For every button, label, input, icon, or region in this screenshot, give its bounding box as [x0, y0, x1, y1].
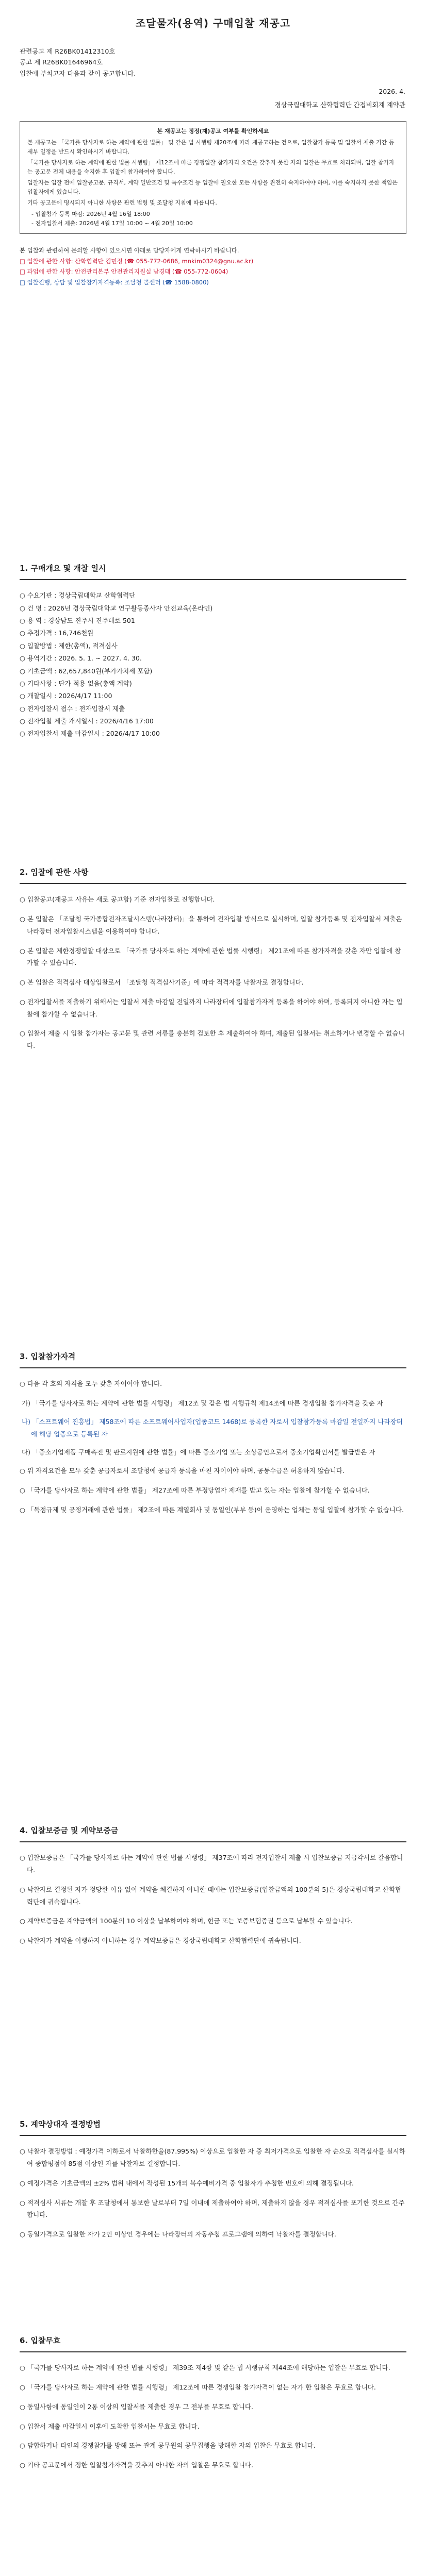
warning-notice-box [20, 121, 406, 234]
paragraph-highlighted: 나) 「소프트웨어 진흥법」 제58조에 따른 소프트웨어사업자(업종코드 1468)로 등록한 자로서 입찰참가등록 마감일 전일까지 나라장터에 해당 업종으로 등록된 자 [22, 1417, 403, 1438]
list-item: ○ 수요기관 : 경상국립대학교 산학협력단 [20, 591, 136, 600]
notice-meta [0, 32, 426, 79]
paragraph: ○ 동일사항에 동일인이 2통 이상의 입찰서를 제출한 경우 그 전부를 무효로 합니다. [20, 2402, 253, 2411]
paragraph: ○ 위 자격요건을 모두 갖춘 공급자로서 조달청에 공급자 등록을 마친 자이어야 하며, 공동수급은 허용하지 않습니다. [20, 1467, 345, 1475]
section-title: 4. 입찰보증금 및 계약보증금 [20, 1824, 406, 1842]
section-bid-matters [20, 866, 406, 1059]
paragraph: ○ 낙찰자로 결정된 자가 정당한 이유 없이 계약을 체결하지 아니한 때에는 입찰보증금(입찰금액의 100분의 5)은 경상국립대학교 산학협력단에 귀속됩니다. [20, 1885, 401, 1906]
contact-line-callcenter: □ 입찰진행, 상담 및 입찰참가자격등록: 조달청 콜센터 (☎ 1588-0800) [20, 278, 209, 286]
paragraph: ○ 기타 공고문에서 정한 입찰참가자격을 갖추지 아니한 자의 입찰은 무효로 합니다. [20, 2461, 254, 2469]
paragraph: ○ 「국가를 당사자로 하는 계약에 관한 법률 시행령」 제39조 제4항 및 같은 법 시행규칙 제44조에 해당하는 입찰은 무효로 합니다. [20, 2364, 390, 2372]
paragraph: ○ 본 입찰은 적격심사 대상입찰로서 「조달청 적격심사기준」에 따라 적격자를 낙찰자로 결정합니다. [20, 978, 304, 986]
list-item: ○ 용 역 : 경상남도 진주시 진주대로 501 [20, 617, 135, 624]
notice-organization: 경상국립대학교 산학협력단 간접비회계 계약관 [274, 100, 405, 109]
section-deposits [20, 1824, 406, 1954]
section-title: 2. 입찰에 관한 사항 [20, 866, 406, 884]
notice-intro: 입찰에 부치고자 다음과 같이 공고합니다. [20, 69, 136, 77]
paragraph: ○ 입찰보증금은 「국가를 당사자로 하는 계약에 관한 법률 시행령」 제37조에 따라 전자입찰서 제출 시 입찰보증금 지급각서로 갈음합니다. [20, 1854, 403, 1874]
contact-line-task: □ 과업에 관한 사항: 안전관리본부 안전관리지원실 남경태 (☎ 055-772-0604) [20, 268, 228, 276]
paragraph: ○ 「독점규제 및 공정거래에 관한 법률」 제2조에 따른 계열회사 및 동일인(부부 등)이 운영하는 업체는 동일 입찰에 참가할 수 없습니다. [20, 1505, 404, 1514]
paragraph: ○ 본 입찰은 제한경쟁입찰 대상으로 「국가를 당사자로 하는 계약에 관한 법률 시행령」 제21조에 따른 참가자격을 갖춘 자만 입찰에 참가할 수 있습니다. [20, 946, 401, 967]
paragraph: ○ 낙찰자가 계약을 이행하지 아니하는 경우 계약보증금은 경상국립대학교 산학협력단에 귀속됩니다. [20, 1937, 301, 1944]
contact-intro: 본 입찰과 관련하여 문의할 사항이 있으시면 아래로 담당자에게 연락하시기 바랍니다. [20, 246, 239, 254]
notice-schedule-item: - 전자입찰서 제출: 2026년 4월 17일 10:00 ~ 4월 20일 10:00 [31, 219, 193, 227]
list-item: ○ 추정가격 : 16,746천원 [20, 629, 94, 637]
paragraph: 가) 「국가를 당사자로 하는 계약에 관한 법률 시행령」 제12조 및 같은 법 시행규칙 제14조에 따른 경쟁입찰 참가자격을 갖춘 자 [22, 1399, 383, 1407]
contact-line-bid: □ 입찰에 관한 사항: 산학협력단 김민정 (☎ 055-772-0686, mnkim0324@gnu.ac.kr) [20, 257, 254, 265]
notice-schedule-item: - 입찰참가 등록 마감: 2026년 4월 16일 18:00 [31, 210, 150, 217]
paragraph: ○ 「국가를 당사자로 하는 계약에 관한 법률 시행령」 제12조에 따른 경쟁입찰 참가자격이 없는 자가 한 입찰은 무효로 합니다. [20, 2383, 376, 2391]
paragraph: ○ 다음 각 호의 자격을 모두 갖춘 자이어야 합니다. [20, 1380, 162, 1388]
section-award-method [20, 2117, 406, 2248]
list-item: ○ 개찰일시 : 2026/4/17 11:00 [20, 692, 112, 700]
section-title: 3. 입찰참가자격 [20, 1350, 406, 1368]
section-title: 6. 입찰무효 [20, 2334, 406, 2352]
section-qualification [20, 1350, 406, 1523]
notice-date: 2026. 4. [379, 87, 405, 95]
notice-schedule-list [27, 210, 399, 228]
paragraph: ○ 예정가격은 기초금액의 ±2% 범위 내에서 작성된 15개의 복수예비가격 중 입찰자가 추첨한 번호에 의해 결정됩니다. [20, 2179, 354, 2187]
paragraph: ○ 동일가격으로 입찰한 자가 2인 이상인 경우에는 나라장터의 자동추첨 프로그램에 의하여 낙찰자를 결정합니다. [20, 2230, 336, 2238]
list-item: ○ 용역기간 : 2026. 5. 1. ~ 2027. 4. 30. [20, 654, 142, 663]
paragraph: ○ 본 입찰은 「조달청 국가종합전자조달시스템(나라장터)」을 통하여 전자입찰 방식으로 실시하며, 입찰 참가등록 및 전자입찰서 제출은 나라장터 전자입찰시스템을 이용하여야 합니다. [20, 915, 402, 935]
list-item: ○ 건 명 : 2026년 경상국립대학교 연구활동종사자 안전교육(온라인) [20, 604, 213, 612]
paragraph: 다) 「중소기업제품 구매촉진 및 판로지원에 관한 법률」에 따른 중소기업 또는 소상공인으로서 중소기업확인서를 발급받은 자 [22, 1448, 375, 1456]
list-item: ○ 전자입찰 제출 개시일시 : 2026/4/16 17:00 [20, 717, 154, 725]
notice-number: 공고 제 R26BK01646964호 [20, 58, 103, 66]
page-title: 조달물자(용역) 구매입찰 재공고 [135, 17, 291, 29]
paragraph: ○ 입찰서 제출 시 입찰 참가자는 공고문 및 관련 서류를 충분히 검토한 후 제출하여야 하며, 제출된 입찰서는 취소하거나 변경할 수 없습니다. [20, 1029, 405, 1049]
notice-paragraph: 「국가를 당사자로 하는 계약에 관한 법률 시행령」 제12조에 따른 경쟁입찰 참가자격 요건을 갖추지 못한 자의 입찰은 무효로 처리되며, 입찰 참가자는 공고문 전체 내용을 숙지한 후 입찰에 참가하여야 합니다. [27, 159, 395, 176]
section-invalid-bids [20, 2334, 406, 2479]
list-item: ○ 입찰방법 : 제한(총액), 적격심사 [20, 641, 118, 650]
paragraph: ○ 입찰서 제출 마감일시 이후에 도착한 입찰서는 무효로 합니다. [20, 2422, 200, 2430]
related-notice-number: 관련공고 제 R26BK01412310호 [20, 47, 116, 55]
contact-info [20, 245, 406, 288]
notice-paragraph: 본 재공고는 「국가를 당사자로 하는 계약에 관한 법률」 및 같은 법 시행령 제20조에 따라 재공고하는 건으로, 입찰참가 등록 및 입찰서 제출 기간 등 세부 일정을 반드시 확인하시기 바랍니다. [27, 139, 395, 155]
paragraph: ○ 계약보증금은 계약금액의 100분의 10 이상을 납부하여야 하며, 현금 또는 보증보험증권 등으로 납부할 수 있습니다. [20, 1917, 353, 1925]
list-item: ○ 전자입찰서 접수 : 전자입찰서 제출 [20, 704, 125, 713]
notice-paragraph: 입찰자는 입찰 전에 입찰공고문, 규격서, 계약 일반조건 및 특수조건 등 입찰에 필요한 모든 사항을 완전히 숙지하여야 하며, 이를 숙지하지 못한 책임은 입찰자에게 있습니다. [27, 179, 398, 196]
overview-list [20, 589, 406, 740]
paragraph: ○ 담합하거나 타인의 경쟁참가를 방해 또는 관계 공무원의 공무집행을 방해한 자의 입찰은 무효로 합니다. [20, 2442, 316, 2450]
list-item: ○ 기타사항 : 단가 적용 없음(총액 계약) [20, 679, 132, 687]
paragraph: ○ 입찰공고(재공고 사유는 새로 공고함) 기준 전자입찰로 진행합니다. [20, 895, 215, 904]
section-title: 5. 계약상대자 결정방법 [20, 2117, 406, 2136]
list-item: ○ 기초금액 : 62,657,840원(부가가치세 포함) [20, 667, 153, 675]
section-title: 1. 구매개요 및 개찰 일시 [20, 562, 406, 580]
notice-box-heading: 본 재공고는 정정(재)공고 여부를 확인하세요 [157, 127, 269, 134]
paragraph: ○ 적격심사 서류는 개찰 후 조달청에서 통보한 날로부터 7일 이내에 제출하여야 하며, 제출하지 않을 경우 적격심사를 포기한 것으로 간주합니다. [20, 2198, 405, 2219]
section-overview [20, 562, 406, 740]
paragraph: ○ 「국가를 당사자로 하는 계약에 관한 법률」 제27조에 따른 부정당업자 제재를 받고 있는 자는 입찰에 참가할 수 없습니다. [20, 1486, 370, 1494]
paragraph: ○ 낙찰자 결정방법 : 예정가격 이하로서 낙찰하한율(87.995%) 이상으로 입찰한 자 중 최저가격으로 입찰한 자 순으로 적격심사를 실시하여 종합평점이 85점 이상인 자를 낙찰자로 결정합니다. [20, 2147, 405, 2167]
notice-paragraph: 기타 공고문에 명시되지 아니한 사항은 관련 법령 및 조달청 지침에 따릅니다. [27, 199, 217, 207]
paragraph: ○ 전자입찰서를 제출하기 위해서는 입찰서 제출 마감일 전일까지 나라장터에 입찰참가자격 등록을 하여야 하며, 등록되지 아니한 자는 입찰에 참가할 수 없습니다. [20, 997, 403, 1018]
list-item: ○ 전자입찰서 제출 마감일시 : 2026/4/17 10:00 [20, 730, 160, 738]
